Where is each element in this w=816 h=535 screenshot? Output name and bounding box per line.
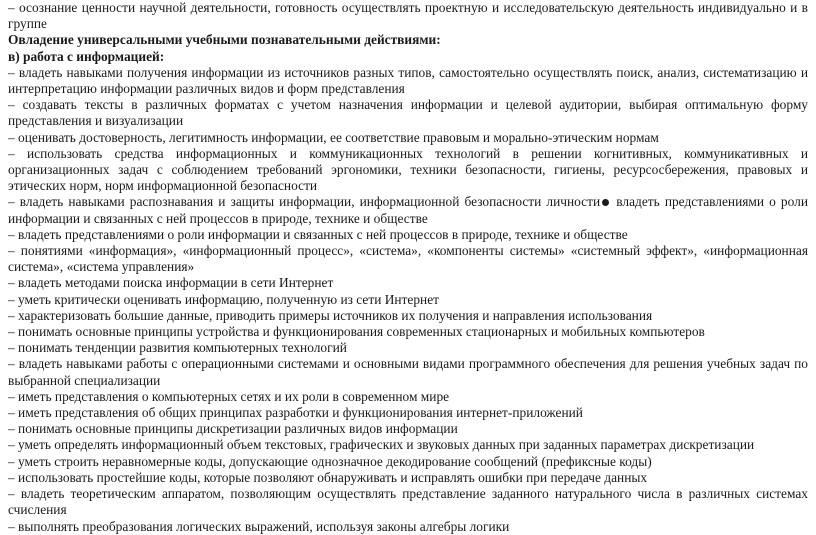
list-item: – понятиями «информация», «информационный процесс», «система», «компоненты системы» «системный эффект», «информационная система», «система управления»	[8, 243, 808, 275]
list-item-part: владеть представлениями о роли информации и связанных с ней процессов в природе, технике и обществе	[8, 194, 808, 226]
list-item: – использовать простейшие коды, которые позволяют обнаруживать и исправлять ошибки при передаче данных	[8, 469, 648, 485]
list-item: – понимать основные принципы дискретизации различных видов информации	[8, 421, 458, 437]
list-item-part: – владеть навыками распознавания и защиты информации, информационной безопасности личности	[8, 194, 601, 210]
list-item: – владеть представлениями о роли информации и связанных с ней процессов в природе, технике и обществе	[8, 226, 628, 242]
list-item: – иметь представления о компьютерных сетях и их роли в современном мире	[8, 388, 450, 404]
list-item: – создавать тексты в различных форматах с учетом назначения информации и целевой аудитории, выбирая оптимальную форму представления и визуализации	[8, 97, 808, 129]
list-item: – владеть навыками работы с операционными системами и основными видами программного обеспечения для решения учебных задач по выбранной специализации	[8, 356, 808, 388]
document-page	[8, 0, 808, 535]
list-item: – понимать основные принципы устройства и функционирования современных стационарных и мобильных компьютеров	[8, 324, 705, 340]
list-item: – уметь определять информационный объем текстовых, графических и звуковых данных при заданных параметрах дискретизации	[8, 437, 755, 453]
list-item: – уметь критически оценивать информацию, полученную из сети Интернет	[8, 291, 440, 307]
list-item-with-bullet	[8, 194, 808, 226]
list-item: – понимать тенденции развития компьютерных технологий	[8, 340, 347, 356]
bullet-dot-icon	[602, 199, 609, 206]
list-item: – владеть теоретическим аппаратом, позволяющим осуществлять представление заданного натурального числа в различных системах счисления	[8, 486, 808, 518]
list-item: – уметь строить неравномерные коды, допускающие однозначное декодирование сообщений (префиксные коды)	[8, 453, 652, 469]
list-item: – владеть навыками получения информации из источников разных типов, самостоятельно осуществлять поиск, анализ, систематизацию и интерпретацию информации различных видов и форм представления	[8, 64, 808, 97]
list-item: – характеризовать большие данные, приводить примеры источников их получения и направления использования	[8, 307, 653, 323]
list-item: – иметь представления об общих принципах разработки и функционирования интернет-приложений	[8, 405, 583, 421]
subsection-heading: в) работа с информацией:	[8, 48, 165, 64]
list-item: – владеть методами поиска информации в сети Интернет	[8, 275, 334, 291]
section-heading: Овладение универсальными учебными познавательными действиями:	[8, 32, 441, 48]
list-item: – использовать средства информационных и коммуникационных технологий в решении когнитивных, коммуникативных и организационных задач с соблюдением требований эргономики, техники безопасности, гигиены, ресурсосбережения, правовых и этических норм, норм информационной безопасности	[8, 145, 808, 194]
list-item: – оценивать достоверность, легитимность информации, ее соответствие правовым и морально-этическим нормам	[8, 129, 659, 145]
list-item: – выполнять преобразования логических выражений, используя законы алгебры логики	[8, 518, 510, 534]
intro-line: – осознание ценности научной деятельности, готовность осуществлять проектную и исследовательскую деятельность индивидуально и в группе	[8, 0, 808, 32]
